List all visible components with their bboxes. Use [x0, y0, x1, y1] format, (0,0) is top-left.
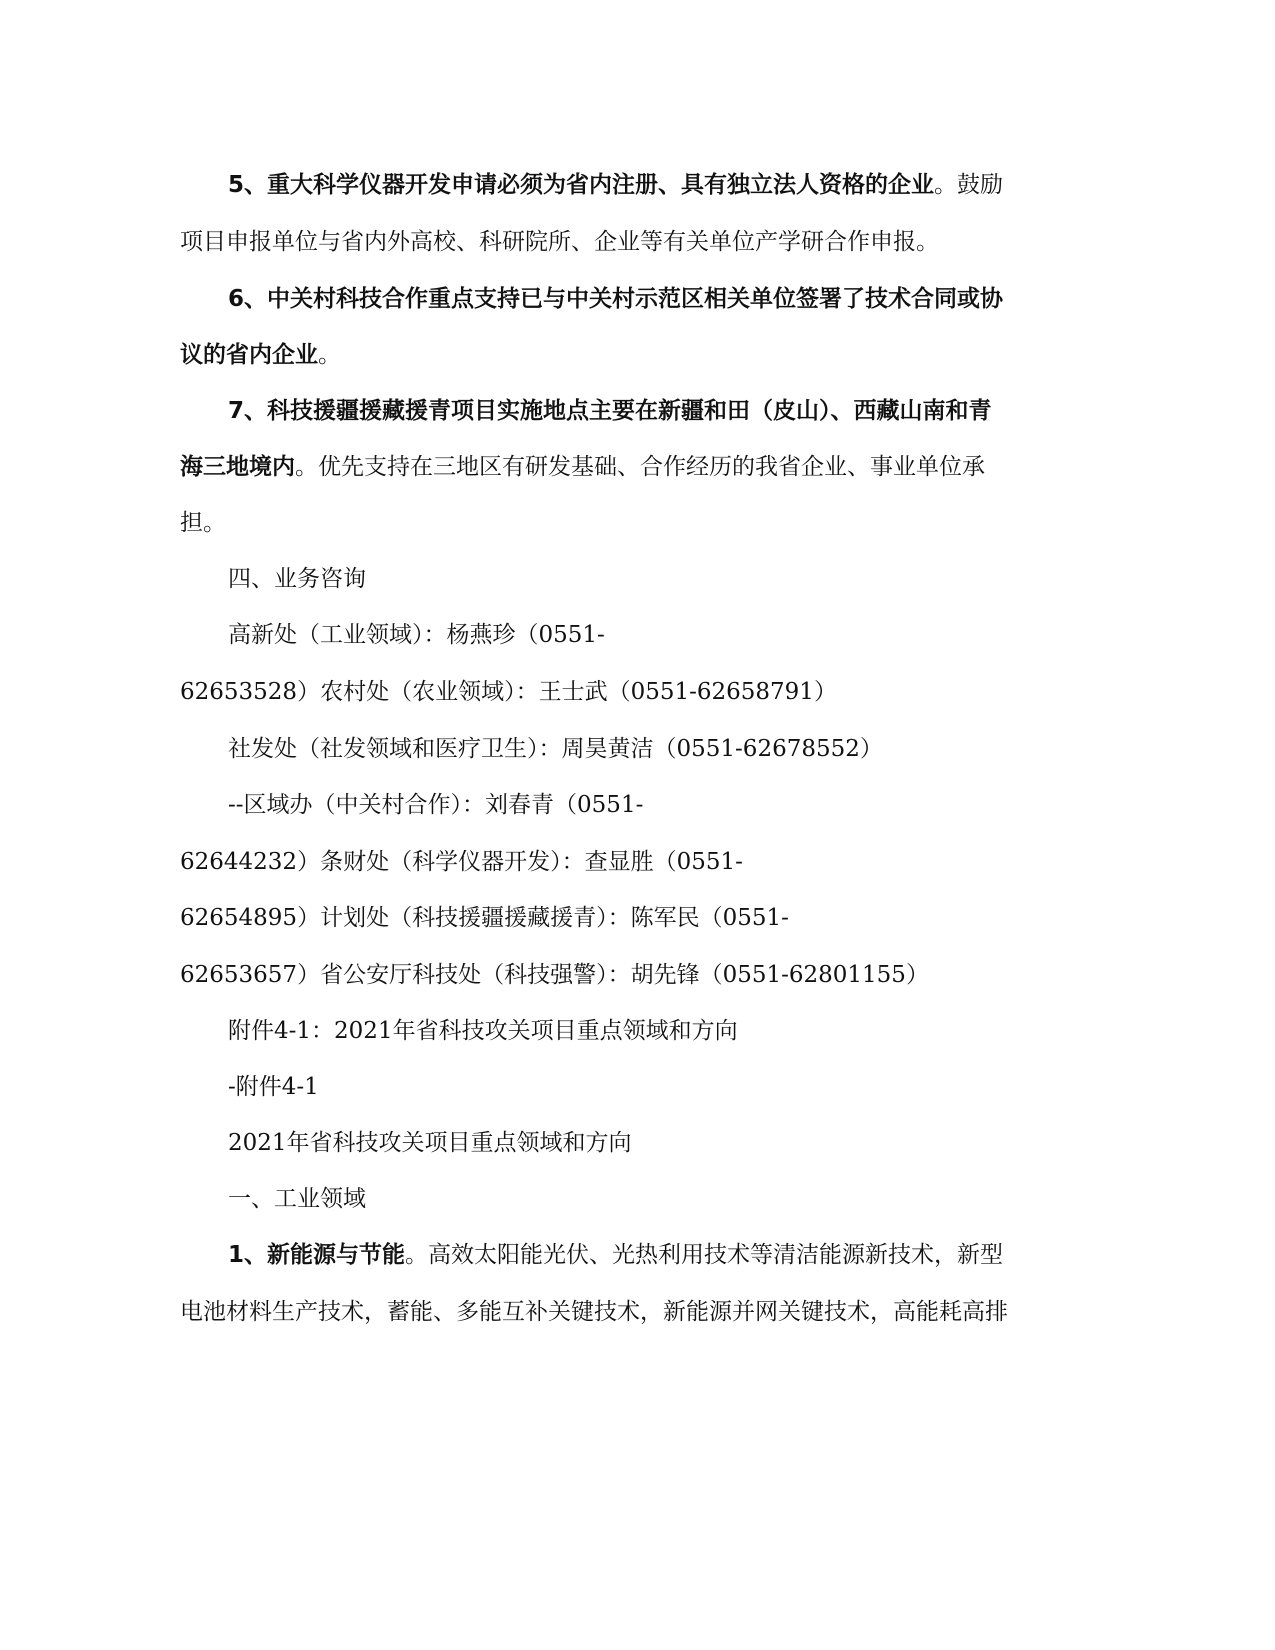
attachment-reference: 附件4-1：2021年省科技攻关项目重点领域和方向	[228, 1018, 738, 1044]
item7-line2	[180, 452, 985, 482]
contact-line: --区域办（中关村合作）：刘春青（0551-	[228, 792, 644, 818]
item5-rest-text: 。鼓励	[934, 172, 1004, 198]
contact-line: 62653657）省公安厅科技处（科技强警）：胡先锋（0551-62801155）	[180, 962, 929, 988]
contact-line: 高新处（工业领域）：杨燕珍（0551-	[228, 622, 605, 648]
item7-rest-text: 。优先支持在三地区有研发基础、合作经历的我省企业、事业单位承	[295, 454, 985, 480]
item6-rest-text: 。	[318, 342, 341, 368]
attachment-label: -附件4-1	[228, 1074, 319, 1100]
contact-line: 社发处（社发领域和医疗卫生）：周昊黄洁（0551-62678552）	[228, 736, 883, 762]
item1-line1	[228, 1240, 1003, 1270]
item7-line3: 担。	[180, 510, 226, 536]
section4-title: 四、业务咨询	[228, 566, 366, 592]
industry-heading: 一、工业领域	[228, 1186, 366, 1212]
contact-line: 62653528）农村处（农业领域）：王士武（0551-62658791）	[180, 679, 837, 705]
item6-line2	[180, 340, 341, 370]
item5-line2: 项目申报单位与省内外高校、科研院所、企业等有关单位产学研合作申报。	[180, 229, 939, 255]
item5-line1	[228, 170, 1003, 200]
item1-line2: 电池材料生产技术，蓄能、多能互补关键技术，新能源并网关键技术，高能耗高排	[180, 1299, 1008, 1325]
contact-line: 62654895）计划处（科技援疆援藏援青）：陈军民（0551-	[180, 905, 789, 931]
item1-rest-text: 。高效太阳能光伏、光热利用技术等清洁能源新技术，新型	[405, 1242, 1004, 1268]
contact-line: 62644232）条财处（科学仪器开发）：查显胜（0551-	[180, 849, 743, 875]
attachment-title: 2021年省科技攻关项目重点领域和方向	[228, 1130, 632, 1156]
item6-bold-text: 议的省内企业	[180, 342, 318, 368]
item6-line1: 6、中关村科技合作重点支持已与中关村示范区相关单位签署了技术合同或协	[228, 286, 1004, 312]
item7-bold-text: 海三地境内	[180, 454, 295, 480]
item5-bold-text: 5、重大科学仪器开发申请必须为省内注册、具有独立法人资格的企业	[228, 172, 935, 198]
item1-bold-text: 1、新能源与节能	[228, 1242, 406, 1268]
item7-line1: 7、科技援疆援藏援青项目实施地点主要在新疆和田（皮山）、西藏山南和青	[228, 398, 992, 424]
